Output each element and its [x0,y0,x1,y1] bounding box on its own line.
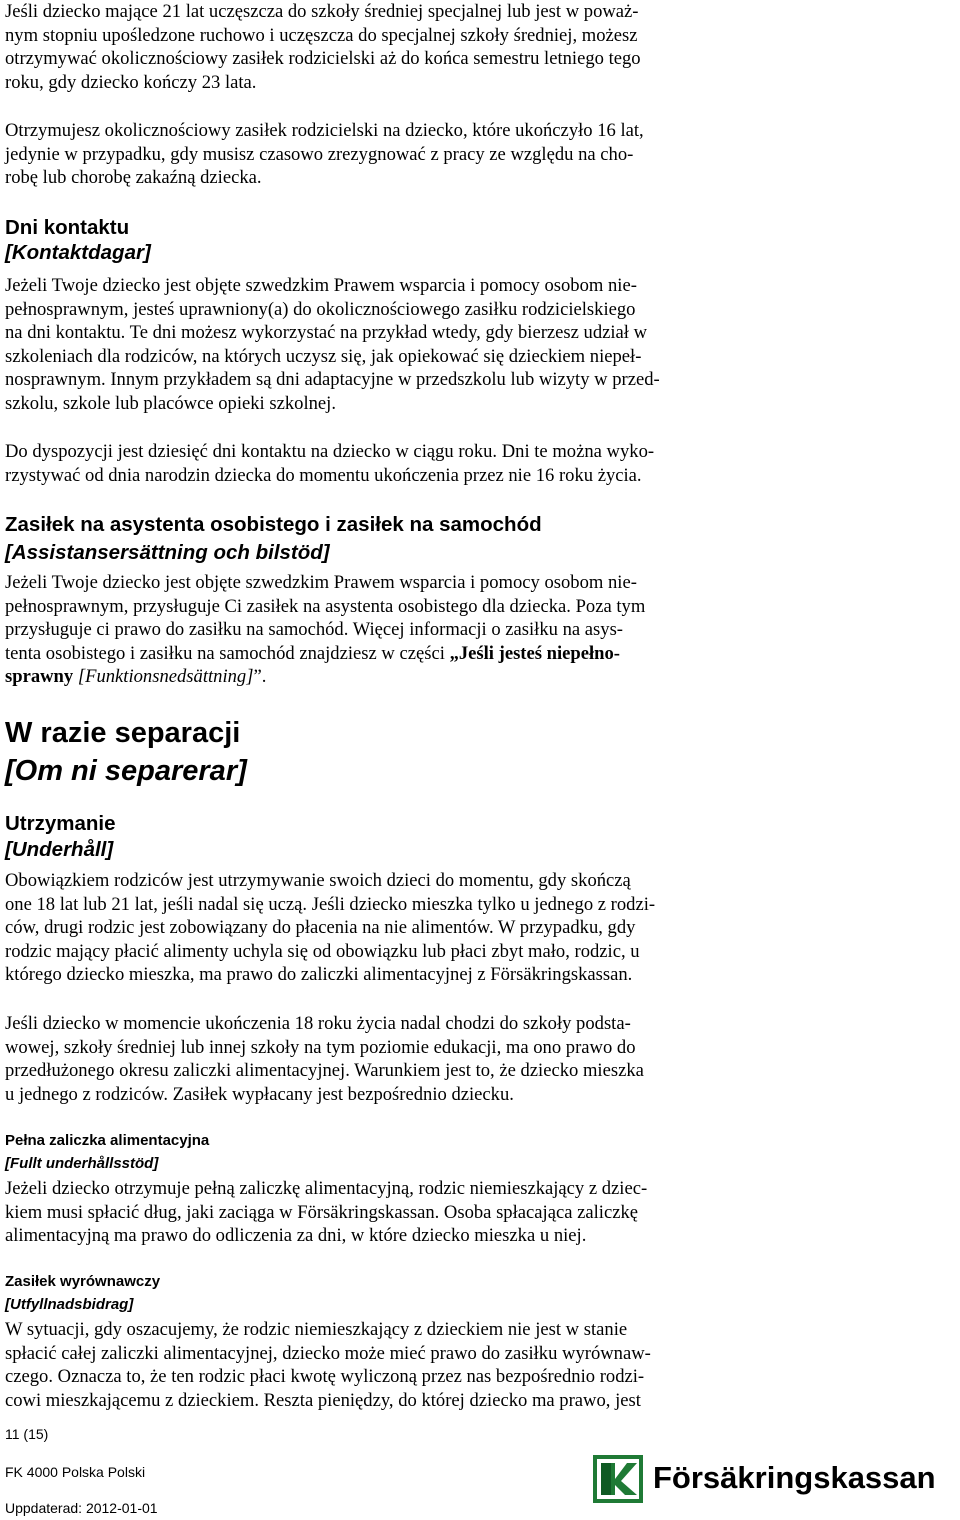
section-title-dni-kontaktu: Dni kontaktu [5,216,130,239]
wyrownawczy-paragraph: W sytuacji, gdy oszacujemy, że rodzic niemieszkający z dzieckiem nie jest w stanie spłacić całej zaliczki alimentacyjnej, dziecko może mieć prawo do zasiłku wyrównaw- czego. Oznacza to, że ten rodzic płaci kwotę wyliczoną przez nas bezpośrednio rodzi- cowi mieszkającemu z dzieckiem. Reszta pieniędzy, do której dziecko ma prawo, jest [5,1319,651,1411]
logo-text: Försäkringskassan [653,1460,936,1495]
section-title-zasilek-wyrownawczy: Zasiłek wyrównawczy [5,1273,161,1290]
section-title-pelna-zaliczka: Pełna zaliczka alimentacyjna [5,1132,210,1149]
section-title-utrzymanie: Utrzymanie [5,812,116,835]
page-number: 11 (15) [5,1426,49,1442]
intro-paragraph-2: Otrzymujesz okolicznościowy zasiłek rodzicielski na dziecko, które ukończyło 16 lat, jedynie w przypadku, gdy musisz czasowo zrezygnować z pracy ze względu na cho- robę lub chorobę zakaźną dziecka. [5,120,644,189]
asystent-paragraph: Jeżeli Twoje dziecko jest objęte szwedzkim Prawem wsparcia i pomocy osobom nie- pełnosprawnym, przysługuje Ci zasiłek na asystenta osobistego dla dziecka. Poza tym przysługuje ci prawo do zasiłku na samochód. Więcej informacji o zasiłku na asys- tenta osobistego i zasiłku na samochód znajdziesz w części „Jeśli jesteś niepełno- sprawny [Funktionsnedsättning]”. [5,572,646,688]
pelna-paragraph: Jeżeli dziecko otrzymuje pełną zaliczkę alimentacyjną, rodzic niemieszkający z dziec- kiem musi spłacić dług, jaki zaciąga w Försäkringskassan. Osoba spłacająca zaliczkę alimentacyjną ma prawo do odliczenia za dni, w które dziecko mieszka u niej. [5,1178,648,1247]
section-subtitle-utfyllnadsbidrag: [Utfyllnadsbidrag] [5,1296,134,1313]
asystent-line-5: sprawny [Funktionsnedsättning]”. [5,666,267,688]
section-title-asystent: Zasiłek na asystenta osobistego i zasiłek na samochód [5,513,542,536]
intro-paragraph-1: Jeśli dziecko mające 21 lat uczęszcza do szkoły średniej specjalnej lub jest w poważ- nym stopniu upośledzone ruchowo i uczęszcza do specjalnej szkoły średniej, możesz otrzymywać okolicznościowy zasiłek rodzicielski aż do końca semestru letniego tego roku, gdy dziecko kończy 23 lata. [5,1,641,93]
dni-kontaktu-paragraph-2: Do dyspozycji jest dziesięć dni kontaktu na dziecko w ciągu roku. Dni te można wyko- rzystywać od dnia narodzin dziecka do momentu ukończenia przez nie 16 roku życia. [5,441,655,486]
document-code: FK 4000 Polska Polski [5,1464,146,1480]
utrzymanie-paragraph-1: Obowiązkiem rodziców jest utrzymywanie swoich dzieci do momentu, gdy skończą one 18 lat lub 21 lat, jeśli nadal się uczą. Jeśli dziecko mieszka tylko u jednego z rodzi- ców, drugi rodzic jest zobowiązany do płacenia na nie alimentów. W przypadku, gdy rodzic mający płacić alimenty uchyla się od obowiązku lub płaci zbyt mało, rodzic, u którego dziecko mieszka, ma prawo do zaliczki alimentacyjnej z Försäkringskassan. [5,870,656,986]
chapter-title-separacja: W razie separacji [5,717,241,749]
dni-kontaktu-paragraph-1: Jeżeli Twoje dziecko jest objęte szwedzkim Prawem wsparcia i pomocy osobom nie- pełnosprawnym, jesteś uprawniony(a) do okolicznościowego zasiłku rodzicielskiego na dni kontaktu. Te dni możesz wykorzystać na przykład wtedy, gdy bierzesz udział w szkoleniach dla rodziców, na których uczysz się, jak opiekować się dzieckiem niepeł- nosprawnym. Innym przykładem są dni adaptacyjne w przedszkolu lub wizyty w przed- szkolu, szkole lub placówce opieki szkolnej. [5,275,660,414]
asystent-line-4: tenta osobistego i zasiłku na samochód znajdziesz w części „Jeśli jesteś niepełno- [5,642,620,664]
forsakringskassan-logo [593,1453,953,1505]
section-subtitle-assistansersattning: [Assistansersättning och bilstöd] [5,541,330,564]
logo-mark-icon [593,1455,643,1503]
utrzymanie-paragraph-2: Jeśli dziecko w momencie ukończenia 18 roku życia nadal chodzi do szkoły podsta- wowej, szkoły średniej lub innej szkoły na tym poziomie edukacji, ma ono prawo do przedłużonego okresu zaliczki alimentacyjnej. Warunkiem jest to, że dziecko mieszka u jednego z rodziców. Zasiłek wypłacany jest bezpośrednio dziecku. [5,1013,644,1105]
section-subtitle-kontaktdagar: [Kontaktdagar] [5,241,151,264]
link-jesli-jestes-niepelnosprawny: „Jeśli jesteś niepełno- [449,642,620,664]
section-subtitle-underhall: [Underhåll] [5,838,114,861]
section-subtitle-fullt-underhallsstod: [Fullt underhållsstöd] [5,1155,159,1172]
update-date: Uppdaterad: 2012-01-01 [5,1500,158,1516]
chapter-subtitle-om-ni-separerar: [Om ni separerar] [5,755,247,787]
